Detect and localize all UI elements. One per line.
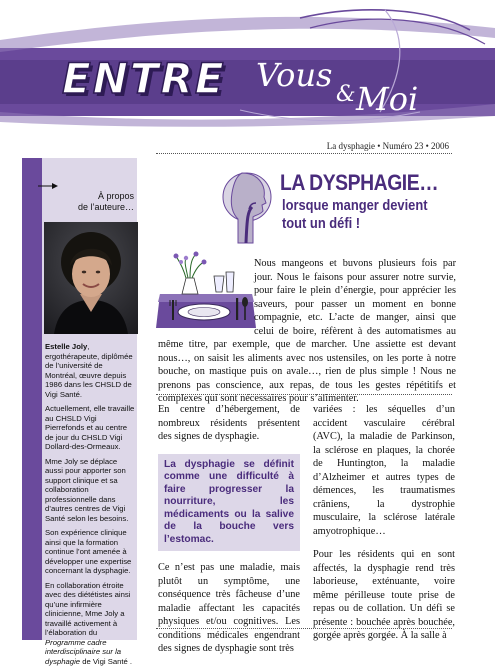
illustration-spacer [158, 257, 254, 331]
author-bio-4: Son expérience clinique ainsi que la formation continue l’ont amenée à développer une expertise concernant la dysphagie. [45, 528, 132, 575]
masthead-title-moi: Moi [356, 80, 419, 118]
definition-callout: La dysphagie se définit comme une difficulté à faire progresser la nourriture, les médicaments ou la salive de la bouche vers l’estomac. [158, 454, 300, 552]
throat-profile-icon [222, 167, 272, 243]
subheadline-line1: lorsque manger devient [282, 197, 428, 214]
left-paragraph-2: Ce n’est pas une maladie, mais plutôt un symptôme, une conséquence très fâcheuse d’une maladie affectant les capacités physiques et/ou cognitives. Les conditions médicales engendrant des signes de dysphagie sont très [158, 562, 300, 654]
author-bio-5b: de Vigi Santé . [80, 656, 133, 666]
issue-line: La dysphagie • Numéro 23 • 2006 [326, 141, 449, 151]
masthead-title-entre: ENTRE [62, 54, 226, 103]
author-bio-5a: En collaboration étroite avec des diététistes ainsi qu’une infirmière clinicienne, Mme Joly a travaillé activement à l’élaboration du [45, 580, 131, 637]
masthead-title-vous: Vous [256, 56, 333, 94]
subheadline-line2: tout un défi ! [282, 215, 361, 232]
about-author-heading [44, 191, 134, 213]
top-divider [156, 153, 452, 154]
column-right [313, 403, 455, 653]
bottom-divider [156, 628, 452, 629]
intro-paragraph [158, 257, 456, 406]
author-bio-3: Mme Joly se déplace aussi pour apporter son support clinique et sa collaboration professionnelle dans d’autres centres de Vigi Santé selon les besoins. [45, 456, 129, 523]
author-name: Estelle Joly [45, 342, 88, 351]
author-bio-5-program: Programme cadre interdisciplinaire sur la dysphagie [45, 637, 122, 666]
about-author-line2: de l’auteure… [77, 202, 134, 212]
column-left [158, 403, 300, 666]
masthead [0, 0, 495, 128]
author-bio-5 [45, 581, 135, 667]
author-bio-1: , ergothérapeute, diplômée de l’université de Montréal, œuvre depuis 1986 dans les CHSLD de Vigi Santé. [45, 342, 133, 399]
right-paragraph-1: variées : les séquelles d’un accident vasculaire cérébral (AVC), la maladie de Parkinson, la sclérose en plaques, la chorée de Huntington, la maladie d’Alzheimer et autres types de démences, les traumatismes crâniens, la dystrophie musculaire, la sclérose latérale amyotrophique… [313, 404, 455, 537]
right-paragraph-2: Pour les résidents qui en sont affectés, la dysphagie rend très laborieuse, exténuante, voire même périlleuse toute prise de repas ou de collation. Un défi se présente : bouchée après bouchée, gorgée après gorgée. À la salle à [313, 549, 455, 641]
middle-divider [156, 394, 452, 395]
author-photo [44, 222, 138, 334]
article-headline: LA DYSPHAGIE… [280, 170, 439, 195]
arrow-right-icon [38, 182, 58, 190]
author-bio-paragraph [45, 342, 135, 399]
masthead-title-ampersand: & [336, 82, 356, 107]
author-bio-2: Actuellement, elle travaille au CHSLD Vigi Pierrefonds et au centre de jour du CHSLD Vigi Dollard-des-Ormeaux. [45, 404, 135, 451]
author-bio [45, 342, 135, 671]
left-paragraph-1: En centre d’hébergement, de nombreux résidents présentent des signes de dysphagie. [158, 404, 300, 442]
intro-text: Nous mangeons et buvons plusieurs fois par jour. Nous le faisons pour assurer notre survie, pour faire le plein d’énergie, pour apprécier les saveurs, pour passer un moment en bonne compagnie, etc. L’acte de manger, ainsi que celui de boire, réfèrent à des automatismes au même titre, par exemple, que de marcher. Une assiette est devant nous…, on saisit les aliments avec nos ustensiles, on les porte à notre bouche, on mastique puis on avale…, rien de plus simple ! Nous ne prenons pas conscience, aux repas, de tous les gestes répétitifs et complexes qui sont nécessaires pour s’alimenter. [158, 258, 456, 404]
article-subheadline [282, 197, 480, 233]
about-author-line1: À propos [97, 191, 134, 201]
sidebar-accent-bar [22, 158, 42, 640]
